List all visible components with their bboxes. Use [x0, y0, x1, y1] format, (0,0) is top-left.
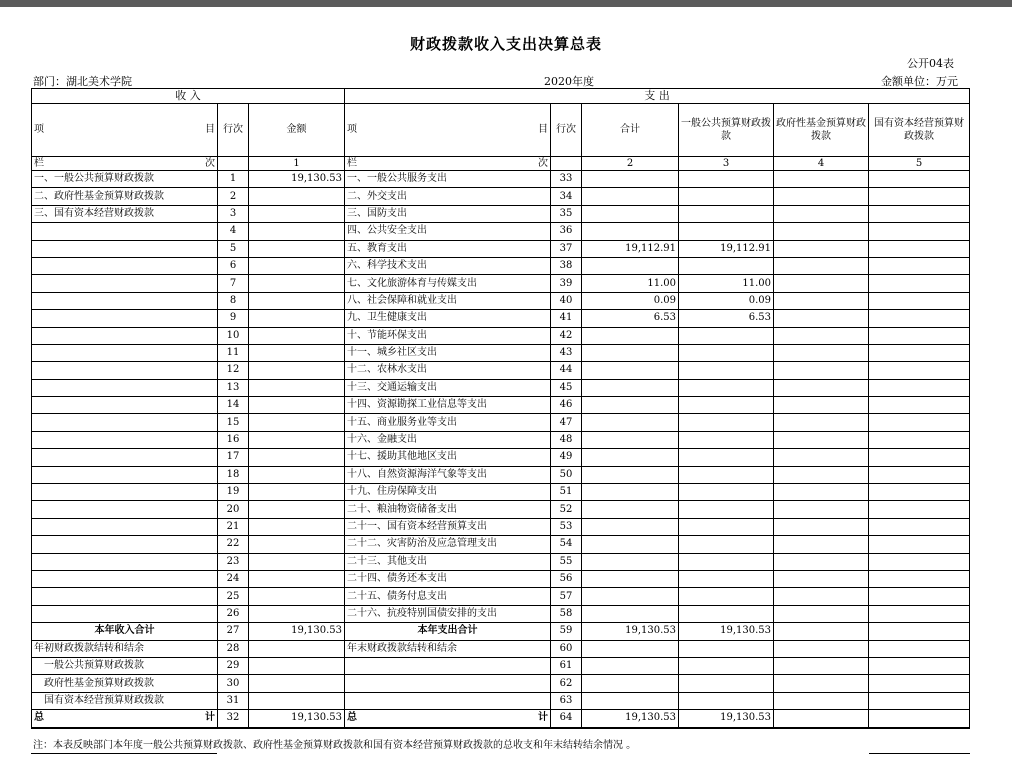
cell-in-no: 20 — [218, 501, 249, 518]
cell-in-amt — [249, 501, 345, 518]
cell-ex-label: 二十、粮油物资储备支出 — [345, 501, 551, 518]
cell-in-no: 23 — [218, 553, 249, 570]
cell-ex-label: 十五、商业服务业等支出 — [345, 414, 551, 431]
cell-ex-label: 二十五、债务付息支出 — [345, 588, 551, 605]
cell-ex-no: 37 — [551, 240, 582, 257]
cell-state — [869, 240, 970, 257]
cell-ex-label: 二十一、国有资本经营预算支出 — [345, 518, 551, 535]
cell-fund — [774, 344, 869, 361]
cell-in-amt — [249, 257, 345, 274]
cell-in-no: 26 — [218, 605, 249, 622]
cell-in-label — [32, 414, 218, 431]
cell-fund — [774, 362, 869, 379]
cell-total — [582, 466, 679, 483]
cell-total — [582, 205, 679, 222]
cell-ex-no: 34 — [551, 188, 582, 205]
cell-state — [869, 414, 970, 431]
cell-in-label — [32, 275, 218, 292]
cell-ex-label: 二、外交支出 — [345, 188, 551, 205]
table-row — [32, 553, 970, 570]
cell-in-label — [32, 327, 218, 344]
cell-ex-no: 42 — [551, 327, 582, 344]
cell-in-no: 12 — [218, 362, 249, 379]
cell-state — [869, 466, 970, 483]
cell-in-label — [32, 484, 218, 501]
carry-general-row: 一般公共预算财政拨款 29 61 — [32, 657, 970, 674]
cell-in-amt — [249, 327, 345, 344]
cell-total — [582, 588, 679, 605]
cell-in-amt — [249, 205, 345, 222]
cell-fund — [774, 431, 869, 448]
cell-fund — [774, 570, 869, 587]
cell-in-amt — [249, 466, 345, 483]
cell-general: 11.00 — [679, 275, 774, 292]
cell-state — [869, 292, 970, 309]
cell-in-no: 17 — [218, 449, 249, 466]
cell-in-label: 二、政府性基金预算财政拨款 — [32, 188, 218, 205]
cell-general — [679, 223, 774, 240]
cell-total — [582, 379, 679, 396]
cell-in-no: 21 — [218, 518, 249, 535]
cell-ex-no: 49 — [551, 449, 582, 466]
expense-rowno-header: 行次 — [551, 104, 582, 157]
cell-ex-no: 39 — [551, 275, 582, 292]
expense-item-header: 项 目 — [345, 104, 551, 157]
cell-fund — [774, 275, 869, 292]
cell-total — [582, 553, 679, 570]
cell-in-label — [32, 466, 218, 483]
cell-ex-no: 45 — [551, 379, 582, 396]
cell-in-label — [32, 553, 218, 570]
cell-in-amt — [249, 362, 345, 379]
table-row — [32, 240, 970, 257]
cell-total: 19,112.91 — [582, 240, 679, 257]
total-header: 合计 — [582, 104, 679, 157]
cell-total — [582, 397, 679, 414]
col-number-5: 5 — [869, 157, 970, 171]
cell-state — [869, 588, 970, 605]
cell-in-amt — [249, 240, 345, 257]
expense-column-label: 栏 次 — [345, 157, 551, 171]
cell-in-label — [32, 310, 218, 327]
cell-in-no: 18 — [218, 466, 249, 483]
cell-general — [679, 484, 774, 501]
cell-ex-label: 十二、农林水支出 — [345, 362, 551, 379]
cell-ex-label: 六、科学技术支出 — [345, 257, 551, 274]
cell-fund — [774, 501, 869, 518]
cell-in-amt — [249, 379, 345, 396]
cell-ex-label: 十、节能环保支出 — [345, 327, 551, 344]
budget-summary-table — [31, 88, 970, 729]
cell-fund — [774, 484, 869, 501]
cell-in-label — [32, 397, 218, 414]
cell-ex-label: 二十四、债务还本支出 — [345, 570, 551, 587]
cell-state — [869, 171, 970, 188]
cell-general — [679, 466, 774, 483]
cell-in-no: 3 — [218, 205, 249, 222]
cell-ex-label: 十三、交通运输支出 — [345, 379, 551, 396]
cell-ex-label: 九、卫生健康支出 — [345, 310, 551, 327]
cell-general — [679, 205, 774, 222]
cell-state — [869, 362, 970, 379]
table-row — [32, 292, 970, 309]
cell-ex-label: 二十三、其他支出 — [345, 553, 551, 570]
cell-in-no: 10 — [218, 327, 249, 344]
cell-ex-no: 51 — [551, 484, 582, 501]
year-label: 2020年度 — [544, 75, 594, 88]
cell-in-no: 4 — [218, 223, 249, 240]
cell-in-label — [32, 605, 218, 622]
cell-ex-no: 44 — [551, 362, 582, 379]
fund-budget-header: 政府性基金预算财政拨款 — [774, 104, 869, 157]
cell-in-label — [32, 240, 218, 257]
general-budget-header: 一般公共预算财政拨款 — [679, 104, 774, 157]
cell-fund — [774, 257, 869, 274]
cell-ex-label: 十一、城乡社区支出 — [345, 344, 551, 361]
cell-ex-label: 十九、住房保障支出 — [345, 484, 551, 501]
cell-general — [679, 449, 774, 466]
cell-fund — [774, 205, 869, 222]
cell-in-no: 5 — [218, 240, 249, 257]
cell-ex-no: 33 — [551, 171, 582, 188]
form-code: 公开04表 — [907, 57, 954, 70]
window-top-bar — [0, 0, 1012, 7]
cell-in-amt — [249, 310, 345, 327]
cell-general — [679, 188, 774, 205]
table-row — [32, 379, 970, 396]
cell-state — [869, 501, 970, 518]
table-row — [32, 501, 970, 518]
table-row — [32, 414, 970, 431]
cell-in-no: 11 — [218, 344, 249, 361]
cell-ex-label: 五、教育支出 — [345, 240, 551, 257]
cell-in-label — [32, 344, 218, 361]
cell-total — [582, 449, 679, 466]
cell-in-label: 一、一般公共预算财政拨款 — [32, 171, 218, 188]
income-header: 收 入 — [32, 89, 345, 104]
cell-state — [869, 518, 970, 535]
cell-in-amt — [249, 588, 345, 605]
cell-fund — [774, 310, 869, 327]
cell-in-amt — [249, 449, 345, 466]
cell-total — [582, 362, 679, 379]
cell-ex-no: 53 — [551, 518, 582, 535]
cell-in-amt — [249, 223, 345, 240]
cell-ex-label: 二十六、抗疫特别国债安排的支出 — [345, 605, 551, 622]
cell-ex-no: 35 — [551, 205, 582, 222]
table-row — [32, 397, 970, 414]
cell-in-amt — [249, 275, 345, 292]
state-capital-header: 国有资本经营预算财政拨款 — [869, 104, 970, 157]
cell-total — [582, 570, 679, 587]
cell-general — [679, 570, 774, 587]
cell-total — [582, 188, 679, 205]
cell-total — [582, 257, 679, 274]
cell-in-no: 9 — [218, 310, 249, 327]
cell-state — [869, 344, 970, 361]
cell-in-label: 三、国有资本经营财政拨款 — [32, 205, 218, 222]
cell-in-label — [32, 431, 218, 448]
cell-in-amt — [249, 605, 345, 622]
cell-state — [869, 379, 970, 396]
cell-ex-no: 58 — [551, 605, 582, 622]
cell-fund — [774, 223, 869, 240]
cell-in-no: 14 — [218, 397, 249, 414]
cell-general — [679, 397, 774, 414]
table-row — [32, 205, 970, 222]
col-number-2: 2 — [582, 157, 679, 171]
cell-ex-no: 38 — [551, 257, 582, 274]
grand-total-row: 总 计 32 19,130.53 总 计 64 19,130.53 19,130.53 — [32, 710, 970, 728]
department-label: 部门：湖北美术学院 — [33, 75, 132, 88]
cell-in-label — [32, 570, 218, 587]
cell-total — [582, 327, 679, 344]
cell-in-no: 2 — [218, 188, 249, 205]
income-total-row: 本年收入合计 27 19,130.53 本年支出合计 59 19,130.53 19,130.53 — [32, 623, 970, 640]
table-row — [32, 536, 970, 553]
cell-ex-label: 十六、金融支出 — [345, 431, 551, 448]
col-number-4: 4 — [774, 157, 869, 171]
cell-general — [679, 414, 774, 431]
table-row — [32, 275, 970, 292]
cell-in-amt — [249, 188, 345, 205]
cell-in-no: 1 — [218, 171, 249, 188]
cell-in-label — [32, 379, 218, 396]
cell-state — [869, 484, 970, 501]
cell-fund — [774, 379, 869, 396]
cell-in-no: 19 — [218, 484, 249, 501]
cell-fund — [774, 518, 869, 535]
cell-in-no: 6 — [218, 257, 249, 274]
cell-in-amt — [249, 518, 345, 535]
cell-fund — [774, 327, 869, 344]
income-rowno-header: 行次 — [218, 104, 249, 157]
carry-state-row: 国有资本经营预算财政拨款 31 63 — [32, 692, 970, 709]
cell-state — [869, 275, 970, 292]
cell-in-label — [32, 449, 218, 466]
cell-state — [869, 327, 970, 344]
cell-total: 0.09 — [582, 292, 679, 309]
cell-in-no: 15 — [218, 414, 249, 431]
cell-fund — [774, 466, 869, 483]
cell-fund — [774, 536, 869, 553]
income-column-label: 栏 次 — [32, 157, 218, 171]
table-row — [32, 484, 970, 501]
cell-fund — [774, 188, 869, 205]
col-number-1: 1 — [249, 157, 345, 171]
cell-total: 6.53 — [582, 310, 679, 327]
table-row — [32, 171, 970, 188]
cell-fund — [774, 397, 869, 414]
cell-ex-no: 50 — [551, 466, 582, 483]
cell-in-label — [32, 518, 218, 535]
cell-fund — [774, 605, 869, 622]
table-row — [32, 605, 970, 622]
table-row — [32, 327, 970, 344]
table-row — [32, 344, 970, 361]
cell-ex-no: 40 — [551, 292, 582, 309]
cell-in-label — [32, 588, 218, 605]
cell-fund — [774, 171, 869, 188]
table-row — [32, 449, 970, 466]
cell-state — [869, 431, 970, 448]
cell-fund — [774, 553, 869, 570]
cell-state — [869, 188, 970, 205]
cell-ex-label: 七、文化旅游体育与传媒支出 — [345, 275, 551, 292]
cell-in-amt — [249, 484, 345, 501]
cell-ex-no: 57 — [551, 588, 582, 605]
cell-general — [679, 344, 774, 361]
cell-ex-label: 十四、资源勘探工业信息等支出 — [345, 397, 551, 414]
cell-state — [869, 397, 970, 414]
carry-over-row: 年初财政拨款结转和结余 28 年末财政拨款结转和结余 60 — [32, 640, 970, 657]
cell-in-no: 24 — [218, 570, 249, 587]
cell-ex-no: 52 — [551, 501, 582, 518]
cell-general — [679, 327, 774, 344]
cell-general — [679, 362, 774, 379]
cell-total — [582, 431, 679, 448]
cell-in-label — [32, 362, 218, 379]
cell-in-amt — [249, 414, 345, 431]
table-row — [32, 518, 970, 535]
cell-in-label — [32, 223, 218, 240]
table-row — [32, 362, 970, 379]
cell-general — [679, 171, 774, 188]
cell-general — [679, 605, 774, 622]
cell-fund — [774, 449, 869, 466]
cell-general: 6.53 — [679, 310, 774, 327]
cell-total — [582, 223, 679, 240]
col-number-3: 3 — [679, 157, 774, 171]
cell-ex-label: 十八、自然资源海洋气象等支出 — [345, 466, 551, 483]
cell-state — [869, 223, 970, 240]
cell-ex-label: 一、一般公共服务支出 — [345, 171, 551, 188]
cell-state — [869, 449, 970, 466]
cell-ex-no: 46 — [551, 397, 582, 414]
cell-in-amt: 19,130.53 — [249, 171, 345, 188]
table-row — [32, 431, 970, 448]
page-title: 财政拨款收入支出决算总表 — [409, 35, 602, 53]
cell-ex-label: 十七、援助其他地区支出 — [345, 449, 551, 466]
cell-ex-no: 56 — [551, 570, 582, 587]
cell-ex-no: 47 — [551, 414, 582, 431]
cell-general — [679, 379, 774, 396]
cell-state — [869, 605, 970, 622]
carry-fund-row: 政府性基金预算财政拨款 30 62 — [32, 675, 970, 692]
table-row — [32, 188, 970, 205]
cell-general: 19,112.91 — [679, 240, 774, 257]
footnote: 注：本表反映部门本年度一般公共预算财政拨款、政府性基金预算财政拨款和国有资本经营预算财政拨款的总收支和年末结转结余情况 。 — [33, 740, 637, 751]
cell-total — [582, 414, 679, 431]
cell-in-no: 8 — [218, 292, 249, 309]
table-row — [32, 257, 970, 274]
cell-in-no: 7 — [218, 275, 249, 292]
cell-ex-label: 三、国防支出 — [345, 205, 551, 222]
cell-fund — [774, 292, 869, 309]
signature-line-left — [31, 753, 217, 754]
cell-total — [582, 344, 679, 361]
cell-general — [679, 536, 774, 553]
cell-general — [679, 518, 774, 535]
income-item-header: 项 目 — [32, 104, 218, 157]
cell-in-no: 25 — [218, 588, 249, 605]
cell-state — [869, 553, 970, 570]
cell-in-label — [32, 292, 218, 309]
table-row — [32, 310, 970, 327]
income-amount-header: 金额 — [249, 104, 345, 157]
cell-in-label — [32, 536, 218, 553]
cell-general — [679, 501, 774, 518]
signature-line-right — [869, 753, 970, 754]
cell-state — [869, 205, 970, 222]
cell-ex-label: 四、公共安全支出 — [345, 223, 551, 240]
cell-general — [679, 431, 774, 448]
cell-general — [679, 588, 774, 605]
cell-ex-label: 二十二、灾害防治及应急管理支出 — [345, 536, 551, 553]
cell-ex-no: 41 — [551, 310, 582, 327]
cell-ex-label: 八、社会保障和就业支出 — [345, 292, 551, 309]
table-row — [32, 570, 970, 587]
cell-ex-no: 55 — [551, 553, 582, 570]
cell-in-amt — [249, 570, 345, 587]
cell-in-label — [32, 257, 218, 274]
cell-state — [869, 310, 970, 327]
cell-general — [679, 257, 774, 274]
cell-general — [679, 553, 774, 570]
cell-ex-no: 43 — [551, 344, 582, 361]
cell-in-label — [32, 501, 218, 518]
expense-header: 支 出 — [345, 89, 970, 104]
cell-in-amt — [249, 397, 345, 414]
cell-fund — [774, 588, 869, 605]
cell-in-no: 16 — [218, 431, 249, 448]
table-row — [32, 588, 970, 605]
cell-in-amt — [249, 344, 345, 361]
cell-in-amt — [249, 536, 345, 553]
cell-total — [582, 171, 679, 188]
cell-in-amt — [249, 553, 345, 570]
cell-total — [582, 484, 679, 501]
cell-fund — [774, 240, 869, 257]
cell-general: 0.09 — [679, 292, 774, 309]
cell-fund — [774, 414, 869, 431]
cell-total: 11.00 — [582, 275, 679, 292]
cell-ex-no: 48 — [551, 431, 582, 448]
cell-ex-no: 36 — [551, 223, 582, 240]
cell-total — [582, 518, 679, 535]
cell-state — [869, 570, 970, 587]
cell-state — [869, 536, 970, 553]
cell-total — [582, 501, 679, 518]
table-row — [32, 223, 970, 240]
cell-in-no: 22 — [218, 536, 249, 553]
cell-ex-no: 54 — [551, 536, 582, 553]
cell-state — [869, 257, 970, 274]
cell-in-amt — [249, 292, 345, 309]
table-row — [32, 466, 970, 483]
cell-in-no: 13 — [218, 379, 249, 396]
cell-in-amt — [249, 431, 345, 448]
unit-label: 金额单位：万元 — [881, 75, 958, 88]
cell-total — [582, 605, 679, 622]
cell-total — [582, 536, 679, 553]
